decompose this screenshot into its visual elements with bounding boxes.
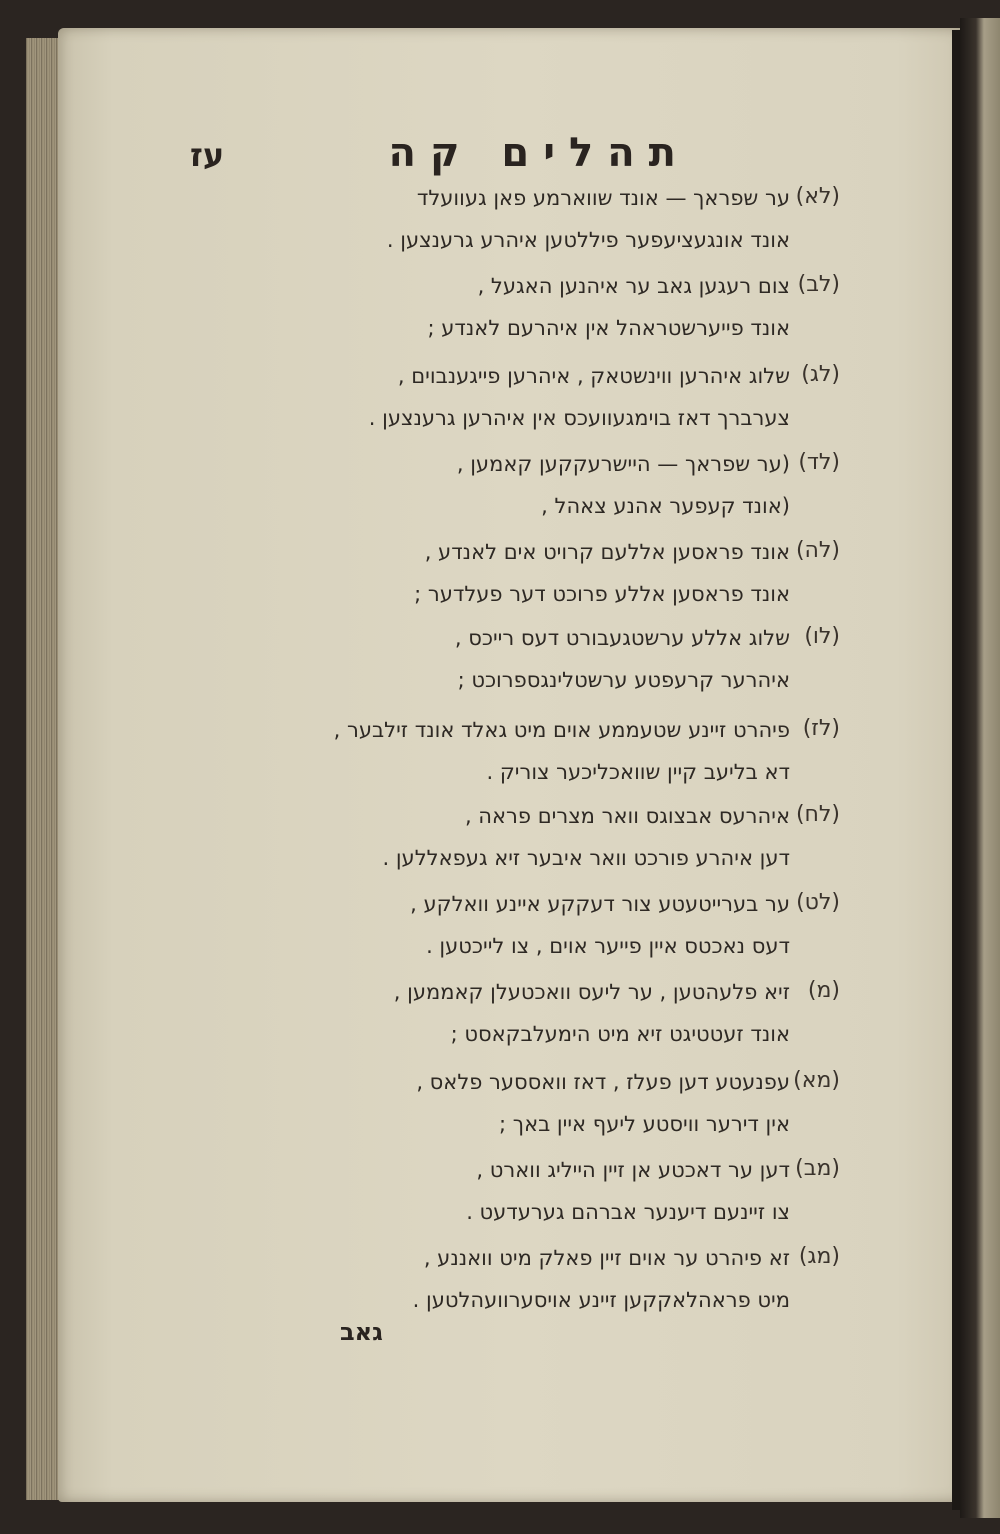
verse-number: (לא) [795,184,840,209]
verse-line: צו זיינעם דיענער אברהם גערעדעט . [466,1200,790,1224]
verse-line: דען ער דאכטע אן זיין הייליג ווארט , [476,1158,790,1182]
verse-line: זיא פלעהטען , ער ליעס וואכטעלן קאממען , [393,980,790,1004]
verse-number: (לד) [798,450,840,475]
verse-line: שלוג אללע ערשטגעבורט דעס רייכס , [454,626,790,650]
page-number: עז [190,136,225,174]
verse-line: איהרעס אבצוגס וואר מצרים פראה , [464,804,790,828]
verse-number: (מג) [798,1244,840,1269]
verse-line: (ער שפראך — היישרעקקען קאמען , [456,452,790,476]
catchword: גאב [340,1318,383,1346]
facing-page-edge [960,18,1000,1518]
verse-line: דעס נאכטס איין פייער אוים , צו לייכטען . [426,934,790,958]
verse-number: (לב) [797,272,840,297]
verse-line: עפנעטע דען פעלז , דאז וואססער פלאס , [416,1070,790,1094]
verse-line: אונד אונגעציעפער פיללטען איהרע גרענצען . [386,228,790,252]
verse-line: אין דירער וויסטע ליעף איין באך ; [499,1112,790,1136]
verse-number: (לט) [796,890,840,915]
verse-number: (מב) [795,1156,840,1181]
verse-number: (לו) [804,624,840,649]
verse-line: פיהרט זיינע שטעממע אוים מיט גאלד אונד זילבער , [333,718,790,742]
verse-line: צערברך דאז בוימגעוועכס אין איהרען גרענצען . [368,406,790,430]
verse-line: צום רעגען גאב ער איהנען האגעל , [477,274,790,298]
verse-number: (לג) [801,362,840,387]
verse-number: (מא) [793,1068,840,1093]
verse-line: אונד זעטטיגט זיא מיט הימעלבקאסט ; [450,1022,790,1046]
page-title: תהלים קה [388,130,690,176]
verse-line: שלוג איהרען ווינשטאק , איהרען פייגענבוים , [397,364,790,388]
verse-line: (אונד קעפער אהנע צאהל , [541,494,790,518]
verse-line: דא בליעב קיין שוואכליכער צוריק . [486,760,790,784]
verse-line: אונד פראסען אללע פרוכט דער פעלדער ; [414,582,790,606]
verse-line: זא פיהרט ער אוים זיין פאלק מיט וואננע , [423,1246,790,1270]
running-head [190,130,720,190]
verse-line: מיט פראהלאקקען זיינע אויסערוועהלטען . [412,1288,790,1312]
verse-line: אונד פראסען אללעם קרויט אים לאנדע , [424,540,790,564]
verse-line: איהרער קרעפטע ערשטלינגספרוכט ; [457,668,790,692]
verse-line: אונד פייערשטראהל אין איהרעם לאנדע ; [427,316,790,340]
verse-number: (לה) [795,538,840,563]
verse-number: (לז) [802,716,840,741]
verse-number: (מ) [807,978,840,1003]
verse-line: דען איהרע פורכט וואר איבער זיא געפאללען . [382,846,790,870]
verse-line: ער שפראך — אונד שווארמע פאן געוועלד [416,186,790,210]
verse-line: ער בערייטעטע צור דעקקע איינע וואלקע , [410,892,790,916]
verse-number: (לח) [795,802,840,827]
